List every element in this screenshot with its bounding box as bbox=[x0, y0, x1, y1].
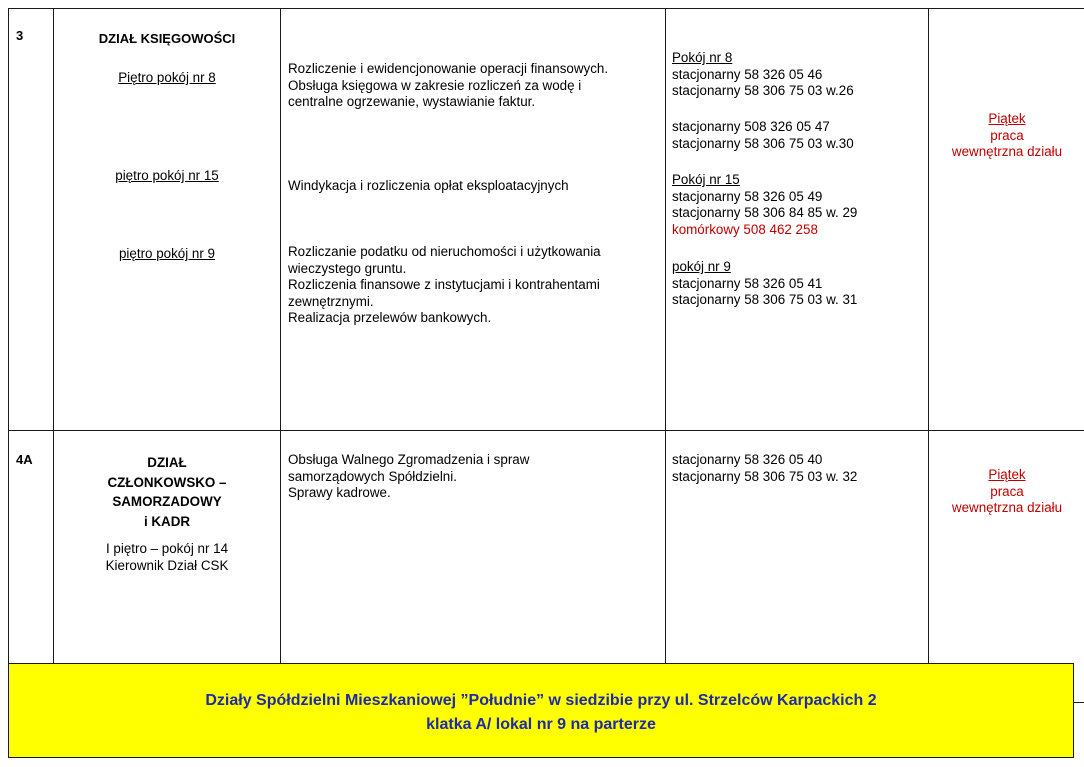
task-line: Windykacja i rozliczenia opłat eksploatacyjnych bbox=[288, 178, 569, 193]
task-line: Rozliczenia finansowe z instytucjami i kontrahentami bbox=[288, 277, 600, 292]
task-line: wieczystego gruntu. bbox=[288, 260, 407, 276]
task-line: centralne ogrzewanie, wystawianie faktur. bbox=[288, 94, 536, 109]
phone-line: stacjonarny 58 326 05 40 bbox=[672, 452, 823, 467]
room-label: piętro pokój nr 9 bbox=[118, 246, 216, 261]
manager-label: Kierownik Dział CSK bbox=[105, 557, 229, 573]
phone-line: stacjonarny 58 326 05 41 bbox=[672, 275, 823, 291]
banner-line: Działy Spółdzielni Mieszkaniowej ”Południe” w siedzibie przy ul. Strzelców Karpackich 2 bbox=[205, 692, 877, 709]
row-number: 4A bbox=[9, 431, 54, 703]
schedule-cell bbox=[929, 431, 1084, 703]
department-cell bbox=[54, 431, 281, 703]
task-line: Obsługa księgowa w zakresie rozliczeń za wodę i bbox=[288, 77, 582, 93]
task-line: zewnętrznymi. bbox=[288, 293, 374, 309]
phone-line: stacjonarny 508 326 05 47 bbox=[672, 119, 830, 134]
department-name-line: i KADR bbox=[143, 513, 191, 529]
department-info bbox=[54, 541, 280, 574]
schedule-note: wewnętrzna działu bbox=[951, 144, 1063, 159]
department-name: DZIAŁ KSIĘGOWOŚCI bbox=[98, 31, 236, 46]
department-name-line: CZŁONKOWSKO – bbox=[107, 474, 227, 490]
room-label: piętro pokój nr 15 bbox=[115, 168, 219, 183]
banner-line: klatka A/ lokal nr 9 na parterze bbox=[426, 716, 656, 733]
phone-group bbox=[672, 50, 854, 100]
department-name-line: SAMORZADOWY bbox=[112, 494, 222, 509]
phone-line: stacjonarny 58 306 75 03 w.26 bbox=[672, 83, 854, 98]
phone-line: stacjonarny 58 306 75 03 w. 31 bbox=[672, 292, 858, 307]
task-group bbox=[288, 178, 569, 195]
phone-line: stacjonarny 58 326 05 46 bbox=[672, 66, 823, 82]
task-line: Rozliczenie i ewidencjonowanie operacji finansowych. bbox=[288, 61, 609, 76]
phone-group-title: Pokój nr 8 bbox=[672, 50, 733, 65]
phone-line: stacjonarny 58 306 84 85 w. 29 bbox=[672, 205, 858, 220]
task-line: Obsługa Walnego Zgromadzenia i spraw bbox=[288, 452, 530, 467]
room-label: I piętro – pokój nr 14 bbox=[105, 541, 229, 556]
phones-cell bbox=[666, 9, 929, 431]
phone-group bbox=[672, 119, 854, 152]
phone-line: stacjonarny 58 306 75 03 w.30 bbox=[672, 135, 854, 151]
task-line: Realizacja przelewów bankowych. bbox=[288, 310, 492, 325]
departments-table bbox=[8, 8, 1084, 703]
department-name-line: DZIAŁ bbox=[147, 455, 187, 470]
phones-cell bbox=[666, 431, 929, 703]
department-cell bbox=[54, 9, 281, 431]
row-number: 3 bbox=[9, 9, 54, 431]
phone-line: stacjonarny 58 326 05 49 bbox=[672, 188, 823, 204]
tasks-cell bbox=[281, 431, 666, 703]
phone-group-title: pokój nr 9 bbox=[672, 259, 731, 274]
table-row bbox=[9, 431, 1084, 703]
schedule-day: Piątek bbox=[988, 111, 1026, 126]
table-row bbox=[9, 9, 1084, 431]
phone-line: stacjonarny 58 306 75 03 w. 32 bbox=[672, 468, 858, 484]
task-line: Rozliczanie podatku od nieruchomości i użytkowania bbox=[288, 244, 601, 259]
phone-group-title: Pokój nr 15 bbox=[672, 172, 740, 187]
department-name bbox=[54, 453, 280, 531]
schedule-note: praca bbox=[990, 127, 1024, 143]
task-line: samorządowych Spółdzielni. bbox=[288, 468, 457, 484]
room-label: Piętro pokój nr 8 bbox=[118, 70, 216, 85]
task-line: Sprawy kadrowe. bbox=[288, 485, 391, 500]
mobile-phone-line: komórkowy 508 462 258 bbox=[672, 221, 818, 237]
task-group bbox=[288, 61, 608, 111]
schedule-cell bbox=[929, 9, 1084, 431]
address-banner bbox=[8, 663, 1074, 758]
schedule-note: wewnętrzna działu bbox=[951, 500, 1063, 515]
schedule-note: praca bbox=[990, 483, 1024, 499]
schedule-day: Piątek bbox=[988, 467, 1026, 482]
task-group bbox=[288, 244, 601, 327]
tasks-cell bbox=[281, 9, 666, 431]
phone-group bbox=[672, 172, 857, 238]
phone-group bbox=[672, 259, 857, 309]
